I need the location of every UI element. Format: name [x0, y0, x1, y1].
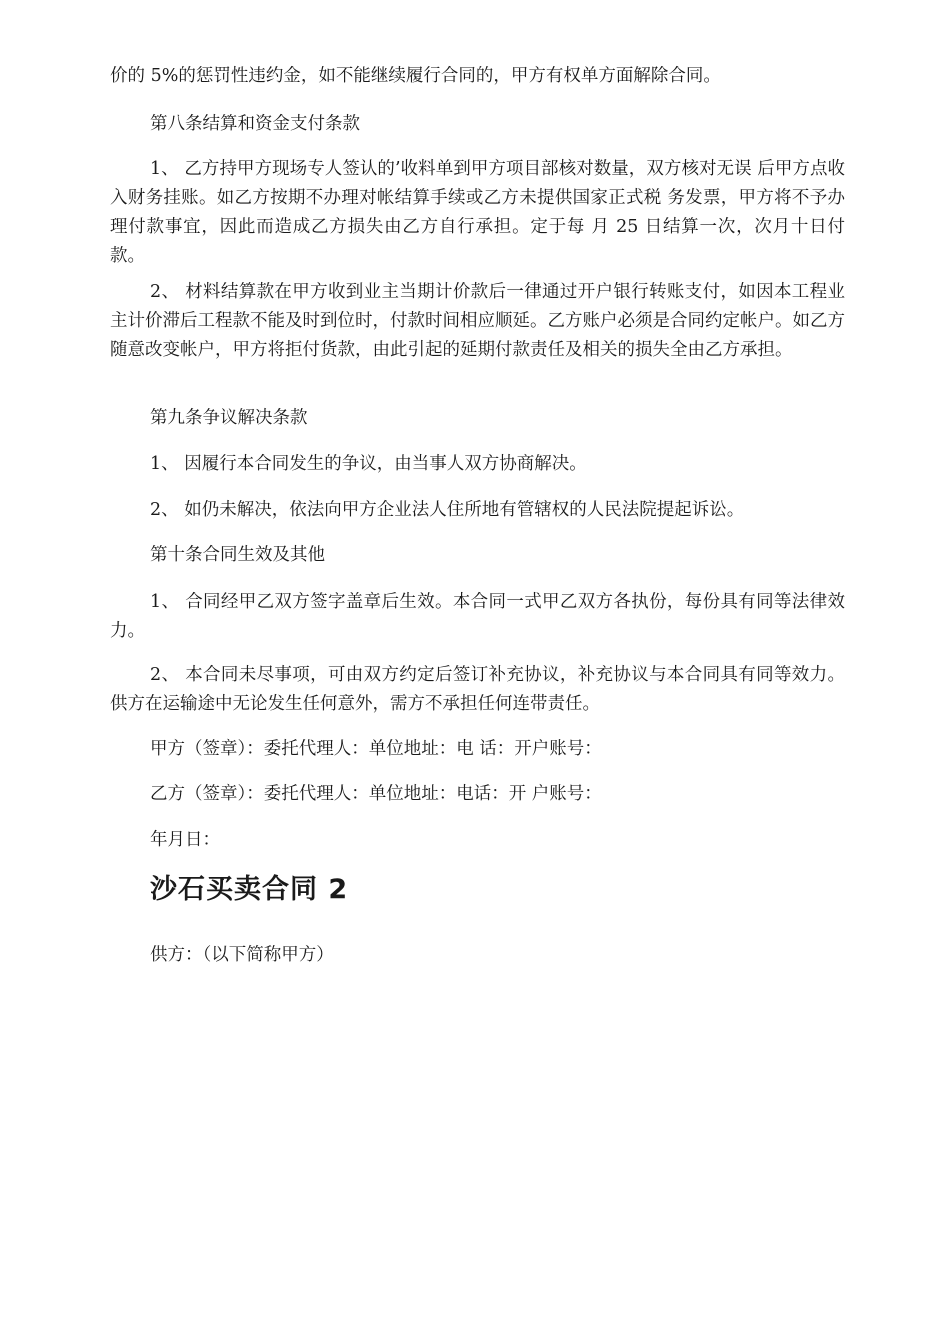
- article-10-item-2: 2、 本合同未尽事项，可由双方约定后签订补充协议，补充协议与本合同具有同等效力。供方在运输途中无论发生任何意外，需方不承担任何连带责任。: [110, 665, 845, 714]
- article-8-item-2: 2、 材料结算款在甲方收到业主当期计价款后一律通过开户银行转账支付，如因本工程业主计价滞后工程款不能及时到位时，付款时间相应顺延。乙方账户必须是合同约定帐户。如乙方随意改变帐户，甲方将拒付货款，由此引起的延期付款责任及相关的损失全由乙方承担。: [110, 282, 845, 360]
- supplier-line: 供方：（以下简称甲方）: [150, 945, 334, 965]
- date-line: 年月日：: [150, 830, 220, 850]
- party-a-signature-line: 甲方（签章）：委托代理人：单位地址：电 话：开户账号：: [150, 739, 602, 759]
- article-9-item-2: 2、 如仍未解决，依法向甲方企业法人住所地有管辖权的人民法院提起诉讼。: [150, 500, 745, 520]
- contract-2-title: 沙石买卖合同 2: [150, 874, 349, 905]
- article-9-item-1: 1、 因履行本合同发生的争议，由当事人双方协商解决。: [150, 454, 587, 474]
- article-10-item-1: 1、 合同经甲乙双方签字盖章后生效。本合同一式甲乙双方各执份，每份具有同等法律效力。: [110, 592, 845, 641]
- article-10-heading: 第十条合同生效及其他: [150, 545, 325, 565]
- article-9-heading: 第九条争议解决条款: [150, 408, 308, 428]
- party-b-signature-line: 乙方（签章）：委托代理人：单位地址：电话：开 户账号：: [150, 784, 602, 804]
- paragraph-penalty-continued: 价的 5%的惩罚性违约金，如不能继续履行合同的，甲方有权单方面解除合同。: [110, 66, 721, 86]
- article-8-item-1: 1、 乙方持甲方现场专人签认的’收料单到甲方项目部核对数量，双方核对无误 后甲方点收入财务挂账。如乙方按期不办理对帐结算手续或乙方未提供国家正式税 务发票，甲方将不予办理付款事宜，因此而造成乙方损失由乙方自行承担。定于每 月 25 日结算一次，次月十日付款。: [110, 159, 845, 266]
- article-8-heading: 第八条结算和资金支付条款: [150, 114, 360, 134]
